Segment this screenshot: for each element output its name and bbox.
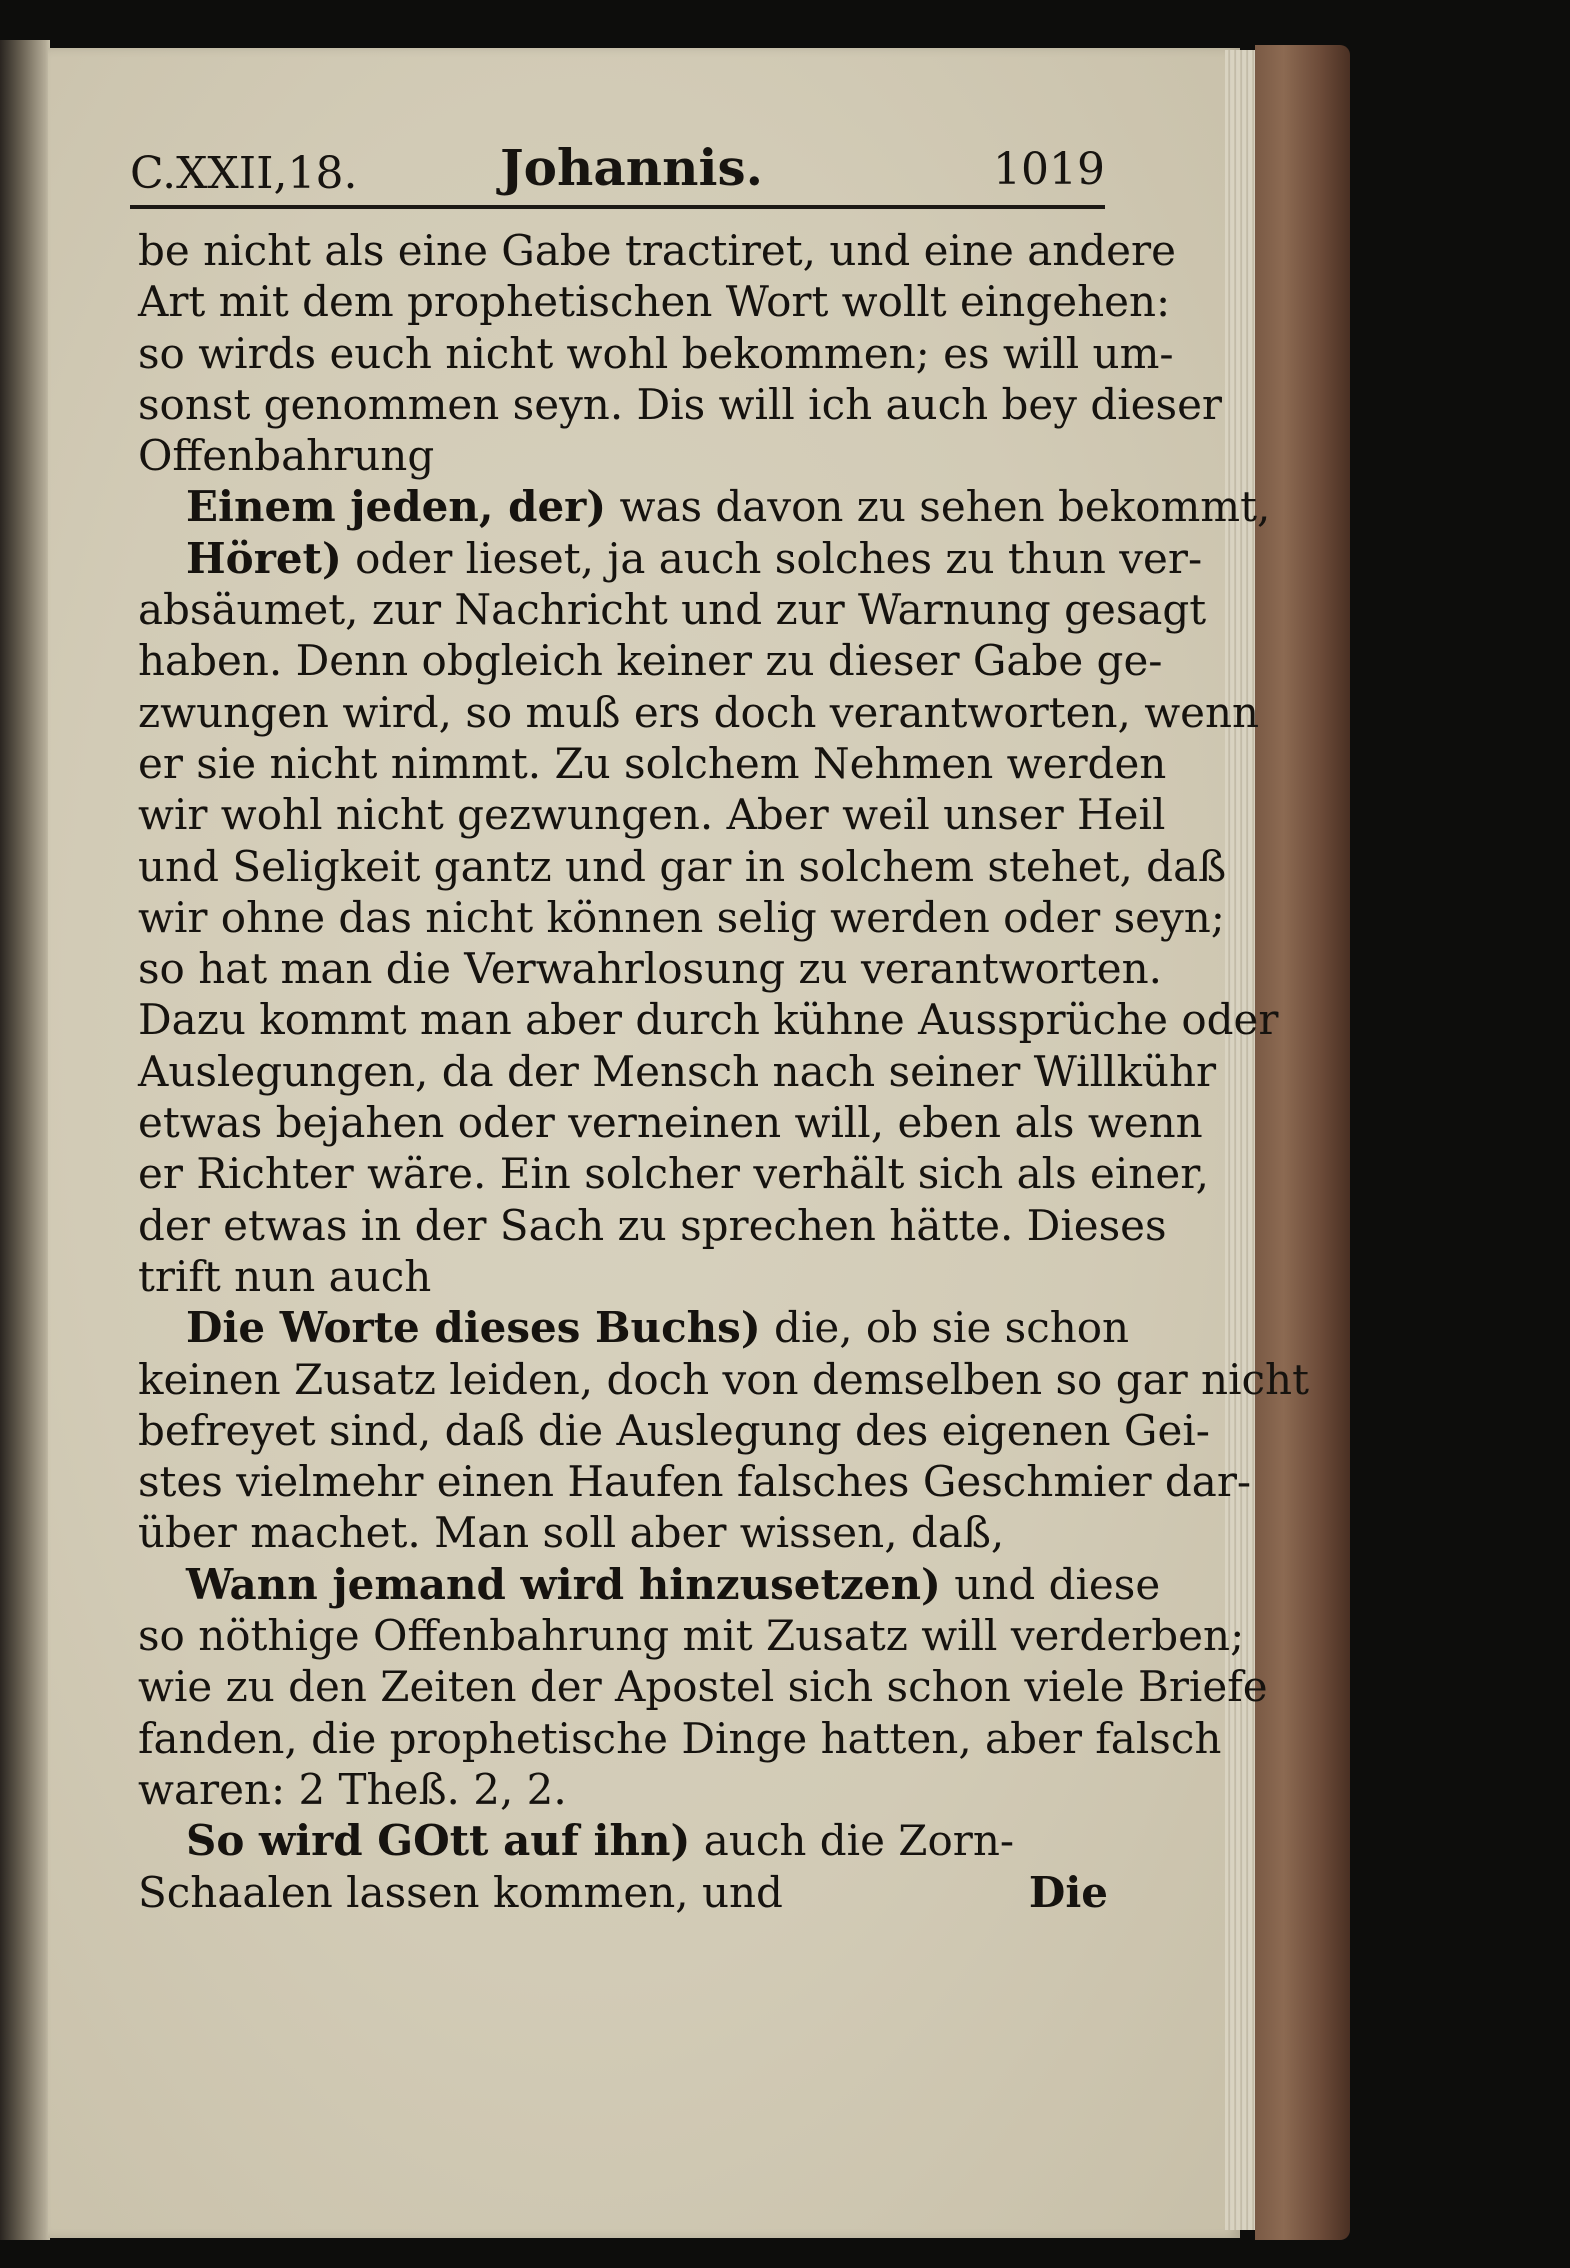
text-line: so nöthige Offenbahrung mit Zusatz will verderben; (138, 1611, 1245, 1661)
text-line: wir ohne das nicht können selig werden oder seyn; (138, 892, 1225, 942)
text-line: Dazu kommt man aber durch kühne Aussprüche oder (138, 995, 1279, 1045)
last-line: Schaalen lassen kommen, und Die (138, 1867, 1108, 1917)
text-line: der etwas in der Sach zu sprechen hätte. Dieses (138, 1200, 1167, 1250)
text-line: be nicht als eine Gabe tractiret, und eine andere (138, 226, 1176, 275)
catchword: Die (1028, 1867, 1108, 1917)
header-rule (130, 205, 1105, 209)
text-line: stes vielmehr einen Haufen falsches Geschmier dar- (138, 1457, 1252, 1507)
text-line: keinen Zusatz leiden, doch von demselben so gar nicht (138, 1354, 1309, 1404)
body-text (138, 225, 1309, 1918)
running-header (130, 130, 1105, 200)
text-line: trift nun auch (138, 1251, 432, 1301)
text-line: befreyet sind, daß die Auslegung des eigenen Gei- (138, 1405, 1210, 1455)
text-line: fanden, die prophetische Dinge hatten, aber falsch (138, 1713, 1222, 1763)
lemma-line: Höret) oder lieset, ja auch solches zu thun ver- (186, 533, 1203, 583)
text-line: haben. Denn obgleich keiner zu dieser Gabe ge- (138, 636, 1163, 686)
lemma: Wann jemand wird hinzusetzen) (186, 1559, 941, 1609)
lemma: Einem jeden, der) (186, 482, 607, 532)
text-line: zwungen wird, so muß ers doch verantworten, wenn (138, 687, 1260, 737)
lemma-line: Einem jeden, der) was davon zu sehen bekommt, (186, 482, 1271, 532)
text-line: Auslegungen, da der Mensch nach seiner Willkühr (138, 1046, 1217, 1096)
text-line: sonst genommen seyn. Dis will ich auch bey dieser (138, 379, 1223, 429)
lemma-line: So wird GOtt auf ihn) auch die Zorn- (186, 1816, 1015, 1866)
lemma-line: Die Worte dieses Buchs) die, ob sie schon (186, 1303, 1130, 1353)
book-title: Johannis. (500, 138, 764, 197)
chapter-reference: C.XXII,18. (130, 148, 358, 199)
text-line: und Seligkeit gantz und gar in solchem stehet, daß (138, 841, 1227, 891)
lemma-line: Wann jemand wird hinzusetzen) und diese (186, 1559, 1161, 1609)
page-number: 1019 (993, 144, 1105, 195)
lemma: Die Worte dieses Buchs) (186, 1303, 761, 1353)
text-line: so hat man die Verwahrlosung zu verantworten. (138, 944, 1163, 994)
text-line: so wirds euch nicht wohl bekommen; es will um- (138, 328, 1174, 378)
book-binding-left (0, 40, 50, 2240)
text-line: Art mit dem prophetischen Wort wollt eingehen: (138, 277, 1171, 327)
book-cover-edge (1255, 45, 1350, 2240)
text-line: Offenbahrung (138, 431, 435, 481)
text-line: wie zu den Zeiten der Apostel sich schon viele Briefe (138, 1662, 1268, 1712)
text-line: er Richter wäre. Ein solcher verhält sich als einer, (138, 1149, 1210, 1199)
text-line: wir wohl nicht gezwungen. Aber weil unser Heil (138, 790, 1166, 840)
text-line: waren: 2 Theß. 2, 2. (138, 1764, 567, 1814)
lemma: Höret) (186, 533, 342, 583)
text-line: er sie nicht nimmt. Zu solchem Nehmen werden (138, 738, 1167, 788)
text-line: absäumet, zur Nachricht und zur Warnung gesagt (138, 585, 1207, 635)
text-line: über machet. Man soll aber wissen, daß, (138, 1508, 1005, 1558)
text-line: etwas bejahen oder verneinen will, eben als wenn (138, 1098, 1203, 1148)
lemma: So wird GOtt auf ihn) (186, 1816, 691, 1866)
